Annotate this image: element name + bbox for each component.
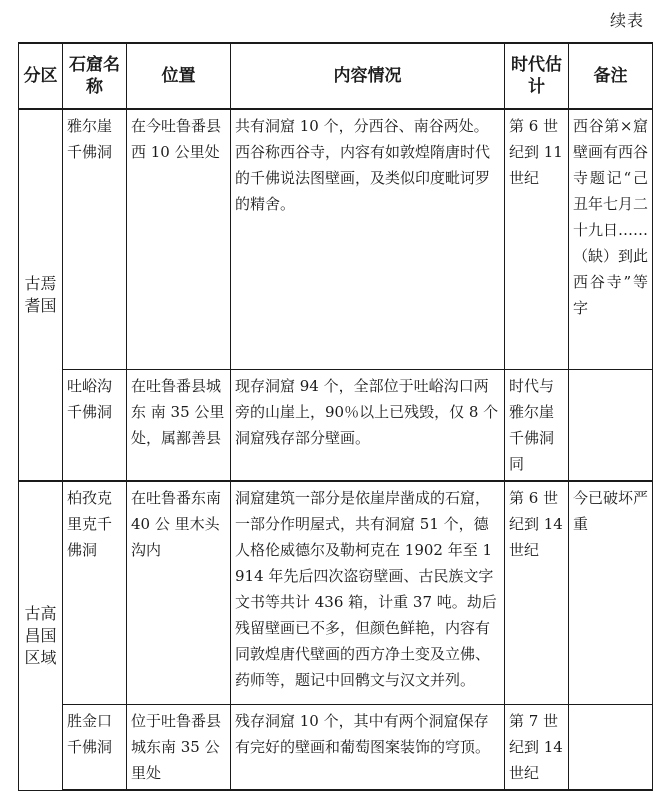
cave-name-cell: 吐峪沟千佛洞 bbox=[63, 369, 127, 481]
header-content: 内容情况 bbox=[231, 43, 505, 109]
notes-cell bbox=[569, 369, 653, 481]
content-cell: 洞窟建筑一部分是依崖岸凿成的石窟，一部分作明屋式，共有洞窟 51 个，德人格伦威德尔及勒柯克在 1902 年至 1914 年先后四次盗窃壁画、古民族文字文书等共计 436 箱，计重 37 吨。劫后残留壁画已不多，但颜色鲜艳，内容有同敦煌唐代壁画的西方净土变及立佛、药师等，题记中回鹘文与汉文并列。 bbox=[231, 481, 505, 705]
table-row bbox=[19, 481, 653, 705]
cave-temple-table bbox=[18, 42, 653, 791]
content-cell: 现存洞窟 94 个，全部位于吐峪沟口两旁的山崖上，90％以上已残毁，仅 8 个洞窟残存部分壁画。 bbox=[231, 369, 505, 481]
cave-name-cell: 柏孜克里克千佛洞 bbox=[63, 481, 127, 705]
table-header bbox=[19, 43, 653, 109]
notes-cell: 西谷第×窟壁画有西谷寺题记“己丑年七月二十九日……（缺）到此西谷寺”等字 bbox=[569, 109, 653, 369]
era-cell: 第 6 世纪到 14 世纪 bbox=[505, 481, 569, 705]
notes-cell bbox=[569, 705, 653, 791]
table-row bbox=[19, 369, 653, 481]
continued-label: 续表 bbox=[609, 11, 644, 30]
location-cell: 在今吐鲁番县 西 10 公里处 bbox=[127, 109, 231, 369]
table-row bbox=[19, 109, 653, 369]
location-cell: 位于吐鲁番县城东南 35 公里处 bbox=[127, 705, 231, 791]
location-cell: 在吐鲁番东南 40 公 里木头沟内 bbox=[127, 481, 231, 705]
table-row bbox=[19, 705, 653, 791]
region-cell: 古焉耆国 bbox=[19, 109, 63, 481]
header-notes: 备注 bbox=[569, 43, 653, 109]
header-location: 位置 bbox=[127, 43, 231, 109]
content-cell: 残存洞窟 10 个，其中有两个洞窟保存有完好的壁画和葡萄图案装饰的穹顶。 bbox=[231, 705, 505, 791]
era-cell: 第 6 世纪到 11 世纪 bbox=[505, 109, 569, 369]
header-era: 时代估计 bbox=[505, 43, 569, 109]
era-cell: 第 7 世纪到 14 世纪 bbox=[505, 705, 569, 791]
region-cell: 古高昌国区域 bbox=[19, 481, 63, 791]
content-cell: 共有洞窟 10 个，分西谷、南谷两处。西谷称西谷寺，内容有如敦煌隋唐时代的千佛说法图壁画，及类似印度毗诃罗的精舍。 bbox=[231, 109, 505, 369]
cave-name-cell: 雅尔崖千佛洞 bbox=[63, 109, 127, 369]
header-name: 石窟名称 bbox=[63, 43, 127, 109]
cave-name-cell: 胜金口千佛洞 bbox=[63, 705, 127, 791]
era-cell: 时代与雅尔崖千佛洞同 bbox=[505, 369, 569, 481]
header-region: 分区 bbox=[19, 43, 63, 109]
notes-cell: 今已破坏严重 bbox=[569, 481, 653, 705]
location-cell: 在吐鲁番县城 东 南 35 公里处，属鄯善县 bbox=[127, 369, 231, 481]
